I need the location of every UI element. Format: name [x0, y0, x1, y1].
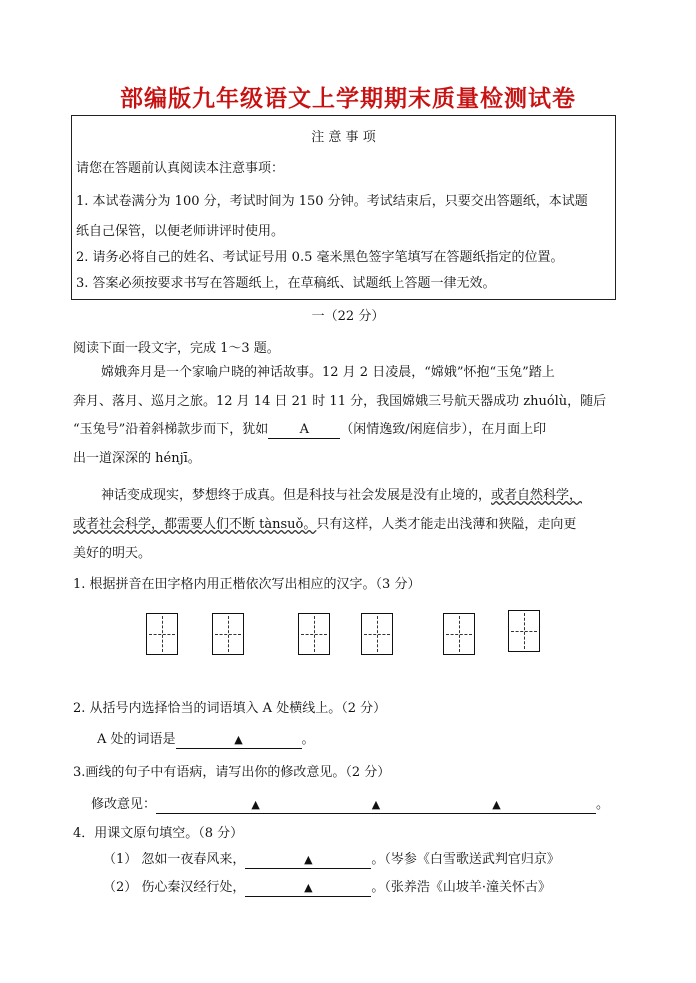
notice-heading: 注 意 事 项: [311, 130, 376, 145]
reading-paragraph-1-line-2: 奔月、落月、巡月之旅。12 月 14 日 21 时 11 分，我国嫦娥三号航天器成功 zhuólù，随后: [73, 394, 607, 409]
writing-grid-2a[interactable]: [298, 613, 330, 655]
section-heading: 一（22 分）: [311, 309, 385, 324]
q4-item-2-source: 。（张养浩《山坡羊·潼关怀古》: [371, 880, 552, 895]
answer-mark-icon: ▲: [251, 798, 260, 811]
writing-grid-2b[interactable]: [361, 613, 393, 655]
question-3-answer: [91, 793, 609, 814]
faulty-sentence-part-2: 或者社会科学，都需要人们不断 tànsuǒ。: [73, 517, 317, 532]
notice-item-1: 1. 本试卷满分为 100 分，考试时间为 150 分钟。考试结束后，只要交出答题纸，本试题: [76, 194, 588, 209]
answer-mark-icon: ▲: [234, 733, 243, 746]
reading-paragraph-2-line-1: [101, 484, 582, 503]
reading-paragraph-1-line-3: [73, 418, 546, 439]
reading-paragraph-1-line-1: 嫦娥奔月是一个家喻户晓的神话故事。12 月 2 日凌晨，“嫦娥”怀抱“玉兔”踏上: [101, 365, 555, 380]
question-4: 4．用课文原句填空。（8 分）: [73, 826, 244, 841]
faulty-sentence-part-1: 或者自然科学，: [491, 488, 583, 503]
writing-grid-1a[interactable]: [146, 613, 178, 655]
answer-mark-icon: ▲: [304, 853, 313, 866]
question-2-answer: [97, 728, 315, 749]
reading-line-3-start: “玉兔号”沿着斜梯款步而下，犹如: [73, 422, 269, 437]
question-1: 1. 根据拼音在田字格内用正楷依次写出相应的汉字。（3 分）: [73, 577, 421, 592]
answer-mark-icon: ▲: [371, 798, 381, 811]
writing-grid-3b[interactable]: [508, 610, 540, 652]
q2-answer-label: A 处的词语是: [97, 732, 176, 747]
page-title: 部编版九年级语文上学期期末质量检测试卷: [120, 85, 576, 112]
question-3: 3.画线的句子中有语病，请写出你的修改意见。（2 分）: [73, 765, 391, 780]
q3-answer-label: 修改意见：: [91, 797, 157, 812]
q4-item-2-blank[interactable]: [245, 880, 371, 897]
reading-paragraph-2-line-3: 美好的明天。: [73, 546, 152, 561]
blank-a: A: [268, 422, 340, 439]
q2-end-mark: 。: [301, 732, 315, 747]
q4-item-1-source: 。（岑参《白雪歌送武判官归京》: [371, 852, 560, 867]
writing-grid-1b[interactable]: [212, 613, 244, 655]
q3-answer-blank[interactable]: [156, 797, 596, 814]
reading-paragraph-2-line-2: [73, 513, 576, 532]
notice-item-2: 2. 请务必将自己的姓名、考试证号用 0.5 毫米黑色签字笔填写在答题纸指定的位置。: [76, 250, 564, 265]
notice-item-3: 3. 答案必须按要求书写在答题纸上，在草稿纸、试题纸上答题一律无效。: [76, 276, 496, 291]
answer-mark-icon: ▲: [304, 881, 313, 894]
q3-end-mark: 。: [596, 797, 610, 812]
notice-item-1-cont: 纸自己保管，以便老师讲评时使用。: [76, 224, 285, 239]
question-4-item-2: [103, 876, 551, 897]
reading-p2-start: 神话变成现实，梦想终于成真。但是科技与社会发展是没有止境的，: [101, 488, 492, 503]
answer-mark-icon: ▲: [492, 798, 501, 811]
notice-intro: 请您在答题前认真阅读本注意事项：: [76, 161, 285, 176]
q4-item-1-blank[interactable]: [245, 852, 371, 869]
reading-line-3-end: （闲情逸致/闲庭信步），在月面上印: [340, 422, 547, 437]
q4-item-2-prompt: （2） 伤心秦汉经行处，: [103, 880, 246, 895]
reading-p2-continue: 只有这样，人类才能走出浅薄和狭隘，走向更: [316, 517, 577, 532]
question-2: 2. 从括号内选择恰当的词语填入 A 处横线上。（2 分）: [73, 701, 387, 716]
writing-grid-3a[interactable]: [443, 613, 475, 655]
reading-paragraph-1-line-4: 出一道深深的 hénjī。: [73, 451, 201, 466]
reading-instruction: 阅读下面一段文字，完成 1～3 题。: [73, 341, 280, 356]
q4-item-1-prompt: （1） 忽如一夜春风来，: [103, 852, 246, 867]
question-4-item-1: [103, 848, 560, 869]
q2-answer-blank[interactable]: [176, 732, 302, 749]
